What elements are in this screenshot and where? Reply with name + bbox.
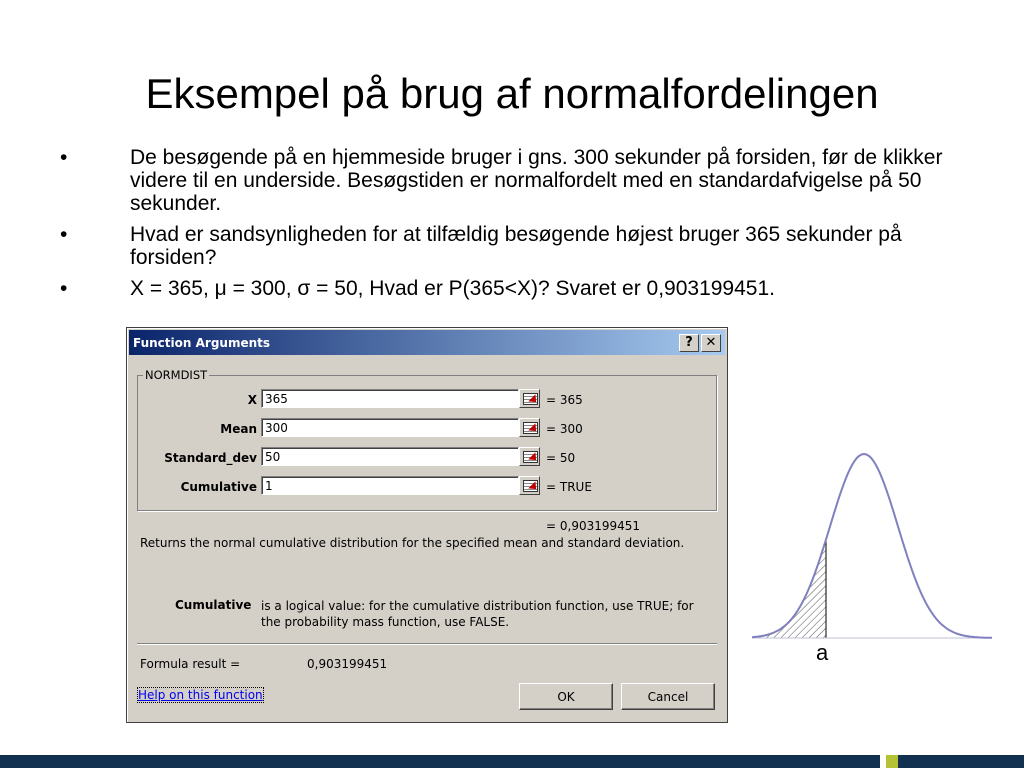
arg-label-standard-dev: Standard_dev [164, 451, 257, 465]
arg-label-mean: Mean [220, 422, 257, 436]
mean-input[interactable] [261, 418, 519, 437]
function-arguments-dialog [126, 327, 728, 723]
cumulative-input[interactable] [261, 476, 519, 495]
bullet-marker: • [60, 223, 68, 246]
help-on-function-link[interactable]: Help on this function [138, 688, 263, 702]
arg-result-x: = 365 [546, 393, 583, 407]
function-result: = 0,903199451 [546, 519, 641, 533]
formula-result-value: 0,903199451 [307, 657, 388, 671]
x-ref-button[interactable] [519, 389, 540, 408]
bullet-list [60, 146, 960, 308]
cancel-button[interactable]: Cancel [621, 683, 715, 710]
bullet-marker: • [60, 277, 68, 300]
bullet-text: De besøgende på en hjemmeside bruger i gns. 300 sekunder på forsiden, før de klikker videre til en underside. Besøgstiden er normalfordelt med en standardafvigelse på 50 sekunder. [130, 146, 943, 215]
arg-help-name: Cumulative [175, 598, 252, 612]
arg-label-cumulative: Cumulative [180, 480, 257, 494]
formula-result-label: Formula result = [140, 657, 241, 671]
footer-bar [0, 755, 1024, 768]
arg-result-mean: = 300 [546, 422, 583, 436]
bullet-text: X = 365, μ = 300, σ = 50, Hvad er P(365<X)? Svaret er 0,903199451. [130, 277, 775, 300]
bell-curve-line [752, 454, 992, 638]
help-button[interactable]: ? [679, 334, 699, 352]
function-name: NORMDIST [145, 368, 208, 382]
arg-help-text: is a logical value: for the cumulative distribution function, use TRUE; for the probability mass function, use FALSE. [261, 599, 694, 629]
slide-title: Eksempel på brug af normalfordelingen [145, 70, 879, 117]
bullet-text: Hvad er sandsynligheden for at tilfældig besøgende højest bruger 365 sekunder på forsiden? [130, 223, 902, 269]
normal-curve-illustration [752, 440, 992, 670]
cumulative-ref-button[interactable] [519, 476, 540, 495]
bullet-item [60, 146, 960, 215]
standard-dev-ref-button[interactable] [519, 447, 540, 466]
bullet-item [60, 277, 960, 300]
function-description: Returns the normal cumulative distribution for the specified mean and standard deviation. [140, 536, 685, 550]
x-input[interactable] [261, 389, 519, 408]
ok-button[interactable]: OK [519, 683, 613, 710]
close-button[interactable]: ✕ [701, 334, 721, 352]
dialog-title: Function Arguments [133, 336, 271, 350]
bullet-item [60, 223, 960, 269]
dialog-titlebar[interactable] [129, 330, 725, 355]
bullet-marker: • [60, 146, 68, 169]
arg-result-cumulative: = TRUE [546, 480, 592, 494]
arg-label-x: X [247, 393, 257, 407]
mean-ref-button[interactable] [519, 418, 540, 437]
standard-dev-input[interactable] [261, 447, 519, 466]
separator [137, 643, 717, 645]
curve-label: a [816, 640, 829, 665]
footer-accent [886, 755, 898, 768]
arg-result-standard-dev: = 50 [546, 451, 576, 465]
